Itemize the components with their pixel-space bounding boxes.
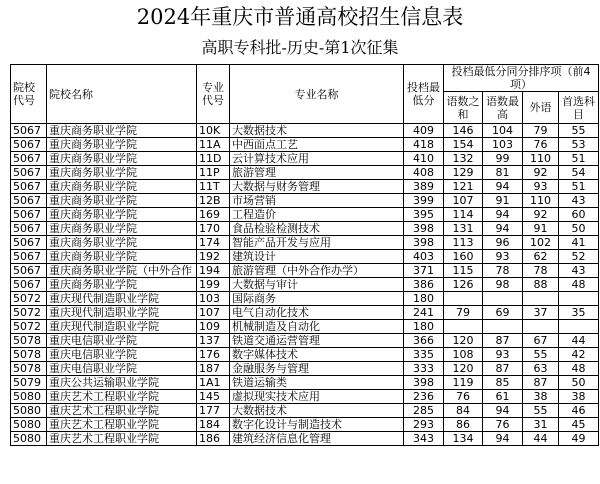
cell-school-name: 重庆商务职业学院（中外合作 [47, 264, 197, 278]
cell-math-max: 85 [483, 376, 523, 390]
cell-chinese-math: 115 [444, 264, 483, 278]
cell-chinese-math: 120 [444, 362, 483, 376]
page-subtitle: 高职专科批-历史-第1次征集 [201, 38, 399, 57]
cell-school-code: 5067 [11, 236, 47, 250]
table-row [11, 208, 599, 222]
cell-school-code: 5072 [11, 320, 47, 334]
cell-major-code: 103 [197, 292, 230, 306]
cell-first-subject-score: 42 [559, 348, 599, 362]
cell-math-max: 104 [483, 124, 523, 138]
cell-first-subject-score [559, 292, 599, 306]
cell-min-score: 285 [404, 404, 444, 418]
cell-first-subject-score: 51 [559, 152, 599, 166]
cell-school-code: 5067 [11, 250, 47, 264]
cell-major-name: 电气自动化技术 [230, 306, 404, 320]
cell-major-name: 建筑设计 [230, 250, 404, 264]
cell-school-name: 重庆现代制造职业学院 [47, 292, 197, 306]
cell-school-code: 5067 [11, 152, 47, 166]
cell-school-code: 5078 [11, 362, 47, 376]
cell-math-max: 81 [483, 166, 523, 180]
cell-first-subject-score: 46 [559, 404, 599, 418]
table-row [11, 418, 599, 432]
cell-major-code: 187 [197, 362, 230, 376]
cell-min-score: 399 [404, 194, 444, 208]
cell-school-name: 重庆商务职业学院 [47, 208, 197, 222]
cell-math-max: 103 [483, 138, 523, 152]
cell-math-max [483, 320, 523, 334]
cell-chinese-math: 160 [444, 250, 483, 264]
cell-school-code: 5067 [11, 138, 47, 152]
table-row [11, 334, 599, 348]
cell-first-subject-score: 51 [559, 180, 599, 194]
table-row [11, 306, 599, 320]
cell-major-name: 数字媒体技术 [230, 348, 404, 362]
cell-chinese-math [444, 292, 483, 306]
page-title: 2024年重庆市普通高校招生信息表 [136, 5, 464, 29]
cell-math-max: 87 [483, 362, 523, 376]
cell-foreign-score: 87 [523, 376, 559, 390]
cell-math-max: 98 [483, 278, 523, 292]
header-school-code: 院校代号 [11, 65, 47, 124]
cell-chinese-math [444, 320, 483, 334]
cell-school-name: 重庆商务职业学院 [47, 236, 197, 250]
cell-major-code: 12B [197, 194, 230, 208]
cell-min-score: 293 [404, 418, 444, 432]
cell-school-name: 重庆现代制造职业学院 [47, 320, 197, 334]
cell-major-code: 137 [197, 334, 230, 348]
cell-first-subject-score: 38 [559, 390, 599, 404]
cell-major-name: 机械制造及自动化 [230, 320, 404, 334]
cell-first-subject-score: 52 [559, 250, 599, 264]
cell-foreign-score [523, 320, 559, 334]
table-row [11, 124, 599, 138]
cell-school-name: 重庆商务职业学院 [47, 166, 197, 180]
cell-major-name: 数字化设计与制造技术 [230, 418, 404, 432]
table-body [11, 124, 599, 446]
cell-first-subject-score: 54 [559, 166, 599, 180]
cell-math-max: 94 [483, 180, 523, 194]
cell-school-code: 5067 [11, 222, 47, 236]
cell-math-max [483, 292, 523, 306]
cell-school-code: 5072 [11, 306, 47, 320]
cell-chinese-math: 129 [444, 166, 483, 180]
cell-major-code: 184 [197, 418, 230, 432]
cell-min-score: 180 [404, 320, 444, 334]
cell-chinese-math: 134 [444, 432, 483, 446]
cell-min-score: 366 [404, 334, 444, 348]
table-row [11, 152, 599, 166]
cell-major-code: 11P [197, 166, 230, 180]
cell-first-subject-score: 48 [559, 362, 599, 376]
cell-school-code: 5078 [11, 334, 47, 348]
cell-school-code: 5080 [11, 404, 47, 418]
cell-school-code: 5067 [11, 208, 47, 222]
cell-school-code: 5067 [11, 166, 47, 180]
cell-major-name: 工程造价 [230, 208, 404, 222]
cell-school-name: 重庆电信职业学院 [47, 362, 197, 376]
cell-first-subject-score: 44 [559, 334, 599, 348]
cell-school-name: 重庆商务职业学院 [47, 250, 197, 264]
cell-min-score: 236 [404, 390, 444, 404]
cell-math-max: 94 [483, 404, 523, 418]
cell-min-score: 335 [404, 348, 444, 362]
cell-min-score: 241 [404, 306, 444, 320]
cell-school-code: 5078 [11, 348, 47, 362]
cell-major-name: 大数据技术 [230, 404, 404, 418]
cell-foreign-score: 88 [523, 278, 559, 292]
cell-min-score: 418 [404, 138, 444, 152]
cell-foreign-score: 38 [523, 390, 559, 404]
admission-table [10, 64, 599, 446]
cell-major-name: 市场营销 [230, 194, 404, 208]
cell-chinese-math: 108 [444, 348, 483, 362]
cell-chinese-math: 84 [444, 404, 483, 418]
cell-chinese-math: 119 [444, 376, 483, 390]
cell-major-code: 176 [197, 348, 230, 362]
cell-foreign-score: 31 [523, 418, 559, 432]
table-row [11, 390, 599, 404]
cell-foreign-score: 67 [523, 334, 559, 348]
header-school-name: 院校名称 [47, 65, 197, 124]
cell-chinese-math: 126 [444, 278, 483, 292]
cell-foreign-score: 37 [523, 306, 559, 320]
cell-foreign-score: 44 [523, 432, 559, 446]
cell-major-code: 192 [197, 250, 230, 264]
cell-major-name: 智能产品开发与应用 [230, 236, 404, 250]
cell-major-code: 109 [197, 320, 230, 334]
cell-min-score: 409 [404, 124, 444, 138]
cell-school-code: 5080 [11, 432, 47, 446]
cell-school-code: 5067 [11, 194, 47, 208]
cell-major-name: 虚拟现实技术应用 [230, 390, 404, 404]
header-tiebreak-group: 投档最低分同分排序项（前4项） [444, 65, 599, 92]
cell-chinese-math: 146 [444, 124, 483, 138]
table-row [11, 222, 599, 236]
cell-first-subject-score: 45 [559, 418, 599, 432]
cell-major-code: 1A1 [197, 376, 230, 390]
cell-major-name: 旅游管理（中外合作办学） [230, 264, 404, 278]
cell-major-name: 铁道交通运营管理 [230, 334, 404, 348]
cell-school-name: 重庆艺术工程职业学院 [47, 418, 197, 432]
cell-math-max: 93 [483, 348, 523, 362]
cell-chinese-math: 86 [444, 418, 483, 432]
cell-min-score: 386 [404, 278, 444, 292]
cell-school-code: 5067 [11, 278, 47, 292]
cell-major-name: 大数据与审计 [230, 278, 404, 292]
table-row [11, 432, 599, 446]
table-row [11, 278, 599, 292]
cell-math-max: 96 [483, 236, 523, 250]
cell-min-score: 410 [404, 152, 444, 166]
cell-school-name: 重庆公共运输职业学院 [47, 376, 197, 390]
cell-major-code: 10K [197, 124, 230, 138]
cell-min-score: 389 [404, 180, 444, 194]
cell-chinese-math: 120 [444, 334, 483, 348]
cell-math-max: 94 [483, 222, 523, 236]
cell-school-code: 5067 [11, 180, 47, 194]
cell-foreign-score [523, 292, 559, 306]
cell-chinese-math: 114 [444, 208, 483, 222]
cell-min-score: 395 [404, 208, 444, 222]
header-min-score: 投档最低分 [404, 65, 444, 124]
header-math-max: 语数最高 [483, 92, 523, 124]
cell-major-name: 食品检验检测技术 [230, 222, 404, 236]
table-row [11, 264, 599, 278]
cell-school-name: 重庆商务职业学院 [47, 180, 197, 194]
cell-major-code: 145 [197, 390, 230, 404]
cell-school-name: 重庆电信职业学院 [47, 334, 197, 348]
cell-school-name: 重庆艺术工程职业学院 [47, 404, 197, 418]
cell-min-score: 371 [404, 264, 444, 278]
cell-major-name: 云计算技术应用 [230, 152, 404, 166]
cell-min-score: 403 [404, 250, 444, 264]
cell-first-subject-score: 41 [559, 236, 599, 250]
table-row [11, 194, 599, 208]
cell-first-subject-score: 43 [559, 264, 599, 278]
cell-first-subject-score: 53 [559, 138, 599, 152]
cell-foreign-score: 79 [523, 124, 559, 138]
cell-school-code: 5067 [11, 124, 47, 138]
cell-chinese-math: 76 [444, 390, 483, 404]
cell-major-name: 国际商务 [230, 292, 404, 306]
table-row [11, 166, 599, 180]
cell-chinese-math: 132 [444, 152, 483, 166]
cell-min-score: 343 [404, 432, 444, 446]
cell-math-max: 99 [483, 152, 523, 166]
header-major-name: 专业名称 [230, 65, 404, 124]
cell-math-max: 69 [483, 306, 523, 320]
cell-school-name: 重庆商务职业学院 [47, 124, 197, 138]
cell-first-subject-score: 49 [559, 432, 599, 446]
table-row [11, 236, 599, 250]
cell-school-code: 5080 [11, 390, 47, 404]
cell-school-name: 重庆商务职业学院 [47, 194, 197, 208]
cell-chinese-math: 121 [444, 180, 483, 194]
cell-foreign-score: 78 [523, 264, 559, 278]
cell-school-name: 重庆电信职业学院 [47, 348, 197, 362]
table-row [11, 180, 599, 194]
cell-foreign-score: 63 [523, 362, 559, 376]
cell-major-code: 169 [197, 208, 230, 222]
cell-first-subject-score: 48 [559, 278, 599, 292]
cell-math-max: 93 [483, 250, 523, 264]
table-row [11, 376, 599, 390]
cell-school-code: 5072 [11, 292, 47, 306]
cell-foreign-score: 55 [523, 404, 559, 418]
cell-chinese-math: 131 [444, 222, 483, 236]
cell-major-name: 大数据技术 [230, 124, 404, 138]
cell-school-name: 重庆商务职业学院 [47, 278, 197, 292]
table-row [11, 362, 599, 376]
header-chinese-math: 语数之和 [444, 92, 483, 124]
cell-major-code: 170 [197, 222, 230, 236]
cell-school-name: 重庆艺术工程职业学院 [47, 432, 197, 446]
cell-math-max: 94 [483, 432, 523, 446]
cell-chinese-math: 79 [444, 306, 483, 320]
table-row [11, 292, 599, 306]
cell-math-max: 78 [483, 264, 523, 278]
cell-foreign-score: 92 [523, 208, 559, 222]
cell-math-max: 91 [483, 194, 523, 208]
cell-school-code: 5080 [11, 418, 47, 432]
cell-major-code: 186 [197, 432, 230, 446]
cell-foreign-score: 92 [523, 166, 559, 180]
cell-foreign-score: 110 [523, 152, 559, 166]
cell-foreign-score: 55 [523, 348, 559, 362]
table-row [11, 250, 599, 264]
cell-major-code: 199 [197, 278, 230, 292]
cell-major-code: 11D [197, 152, 230, 166]
cell-major-code: 194 [197, 264, 230, 278]
cell-major-name: 建筑经济信息化管理 [230, 432, 404, 446]
table-row [11, 320, 599, 334]
cell-min-score: 398 [404, 236, 444, 250]
cell-min-score: 180 [404, 292, 444, 306]
cell-math-max: 87 [483, 334, 523, 348]
cell-school-name: 重庆现代制造职业学院 [47, 306, 197, 320]
cell-first-subject-score: 35 [559, 306, 599, 320]
table-row [11, 138, 599, 152]
cell-foreign-score: 93 [523, 180, 559, 194]
header-foreign: 外语 [523, 92, 559, 124]
cell-major-code: 11T [197, 180, 230, 194]
cell-major-name: 铁道运输类 [230, 376, 404, 390]
cell-school-code: 5067 [11, 264, 47, 278]
cell-first-subject-score: 60 [559, 208, 599, 222]
cell-school-name: 重庆商务职业学院 [47, 222, 197, 236]
header-major-code: 专业代号 [197, 65, 230, 124]
cell-major-code: 107 [197, 306, 230, 320]
cell-chinese-math: 113 [444, 236, 483, 250]
cell-math-max: 94 [483, 208, 523, 222]
table-row [11, 348, 599, 362]
cell-school-code: 5079 [11, 376, 47, 390]
cell-school-name: 重庆商务职业学院 [47, 138, 197, 152]
cell-major-name: 中西面点工艺 [230, 138, 404, 152]
cell-first-subject-score [559, 320, 599, 334]
cell-foreign-score: 76 [523, 138, 559, 152]
cell-first-subject-score: 43 [559, 194, 599, 208]
cell-school-name: 重庆商务职业学院 [47, 152, 197, 166]
cell-foreign-score: 91 [523, 222, 559, 236]
cell-first-subject-score: 50 [559, 222, 599, 236]
cell-foreign-score: 102 [523, 236, 559, 250]
cell-first-subject-score: 55 [559, 124, 599, 138]
cell-min-score: 408 [404, 166, 444, 180]
cell-min-score: 398 [404, 376, 444, 390]
cell-major-name: 金融服务与管理 [230, 362, 404, 376]
cell-major-name: 旅游管理 [230, 166, 404, 180]
cell-major-code: 177 [197, 404, 230, 418]
cell-school-name: 重庆艺术工程职业学院 [47, 390, 197, 404]
cell-major-name: 大数据与财务管理 [230, 180, 404, 194]
cell-foreign-score: 62 [523, 250, 559, 264]
cell-first-subject-score: 50 [559, 376, 599, 390]
cell-chinese-math: 154 [444, 138, 483, 152]
cell-min-score: 398 [404, 222, 444, 236]
cell-math-max: 61 [483, 390, 523, 404]
table-row [11, 404, 599, 418]
cell-math-max: 76 [483, 418, 523, 432]
header-first-subject: 首选科目 [559, 92, 599, 124]
cell-major-code: 174 [197, 236, 230, 250]
cell-major-code: 11A [197, 138, 230, 152]
cell-min-score: 333 [404, 362, 444, 376]
cell-chinese-math: 107 [444, 194, 483, 208]
cell-foreign-score: 110 [523, 194, 559, 208]
